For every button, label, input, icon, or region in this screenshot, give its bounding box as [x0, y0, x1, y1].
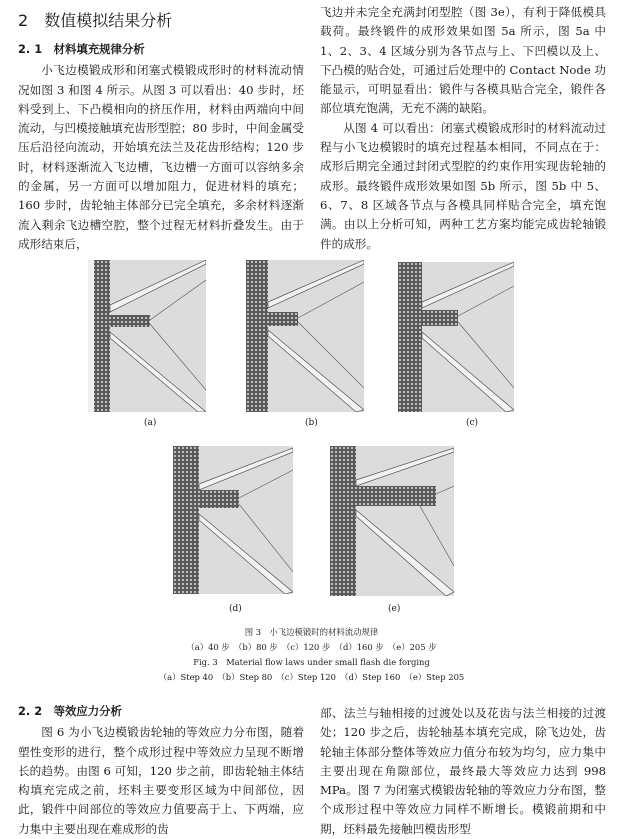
- fig3-label-b: (b): [305, 418, 318, 428]
- text-column-top-right: [320, 3, 606, 254]
- paragraph-continued: 飞边并未完全充满封闭型腔（图 3e），有利于降低模具载荷。最终锻件的成形效果如图 5a 所示，图 5a 中 1、2、3、4 区域分别为各节点与上、下凹模以及上、下凸模的贴合处，可通过后处理中的 Contact Node 功能显示，可明显看出：锻件与各模具贴合完全，锻件各部位填充饱满，无充不满的缺陷。: [320, 5, 606, 116]
- fig3-panel-a: [88, 260, 206, 412]
- fig3-caption-en: Fig. 3 Material flow laws under small flash die forging: [193, 657, 430, 667]
- paragraph-stress-analysis: 图 6 为小飞边模锻齿轮轴的等效应力分布图，随着塑性变形的进行，整个成形过程中等效应力呈现不断增长的趋势。由图 6 可知，120 步之前，即齿轮轴主体结构填充完成之前，坯料主要变形区域为中间部位，因此，锻件中间部位的等效应力值要高于上、下两端，应力集中主要出现在难成形的齿: [18, 725, 304, 836]
- fig3-panel-b: [246, 260, 364, 412]
- fig3-subcaption-cn: （a）40 步 （b）80 步 （c）120 步 （d）160 步 （e）205 步: [186, 642, 437, 652]
- fem-simulation-image-e: [330, 446, 454, 596]
- text-column-bottom-right: [320, 704, 606, 839]
- fig3-panel-d: [173, 446, 293, 594]
- fig3-subcaption-en: （a）Step 40 （b）Step 80 （c）Step 120 （d）Step 160 （e）Step 205: [158, 672, 465, 682]
- paragraph-stress-continued: 部、法兰与轴相接的过渡处以及花齿与法兰相接的过渡处；120 步之后，齿轮轴基本填充完成，除飞边处，齿轮轴主体部分整体等效应力值分布较为均匀，应力集中主要出现在角隙部位，最终最大等效应力达到 998 MPa。图 7 为闭塞式模锻齿轮轴的等效应力分布图，整个成形过程中等效应力同样不断增长。模锻前期和中期，坯料最先接触凹模齿形型: [320, 706, 606, 836]
- subsection-heading-2-1: 2. 1 材料填充规律分析: [18, 42, 145, 56]
- section-heading: 2 数值模拟结果分析: [18, 11, 173, 30]
- fig3-caption-cn: 图 3 小飞边模锻时的材料流动规律: [244, 627, 379, 637]
- fem-simulation-image-d: [173, 446, 293, 594]
- text-column-top-left: [18, 40, 304, 254]
- fig3-panel-c: [398, 262, 514, 412]
- fig3-panel-e: [330, 446, 454, 596]
- fig3-label-a: (a): [144, 418, 157, 428]
- fem-simulation-image-b: [246, 260, 364, 412]
- paragraph-material-flow: 小飞边模锻成形和闭塞式模锻成形时的材料流动情况如图 3 和图 4 所示。从图 3 可以看出：40 步时，坯料受到上、下凸模相向的挤压作用，材料由两端向中间流动，与凹模接触填充齿形型腔；80 步时，中间金属受压后沿径向流动，开始填充法兰及花齿形结构；120 步时，材料逐渐流入飞边槽，飞边槽一方面可以容纳多余的金属，另一方面可以增加阻力，促进材料的填充；160 步时，齿轮轴主体部分已完全填充，多余材料逐渐流入剩余飞边槽空腔，整个过程无材料折叠发生。由于成形结束后，: [18, 63, 304, 251]
- paragraph-closed-die: 从图 4 可以看出：闭塞式模锻成形时的材料流动过程与小飞边模锻时的填充过程基本相同，不同点在于：成形后期完全通过封闭式型腔的约束作用实现齿轮轴的成形。最终锻件成形效果如图 5b 所示，图 5b 中 5、6、7、8 区域各节点与各模具同样贴合完全，填充饱满。由以上分析可知，两种工艺方案均能完成齿轮轴锻件的成形。: [320, 120, 606, 251]
- fem-simulation-image-c: [398, 262, 514, 412]
- fig3-label-c: (c): [466, 418, 479, 428]
- text-column-bottom-left: [18, 702, 304, 839]
- fig3-label-e: (e): [388, 604, 401, 614]
- fig3-label-d: (d): [229, 604, 242, 614]
- subsection-heading-2-2: 2. 2 等效应力分析: [18, 704, 122, 718]
- fem-simulation-image-a: [88, 260, 206, 412]
